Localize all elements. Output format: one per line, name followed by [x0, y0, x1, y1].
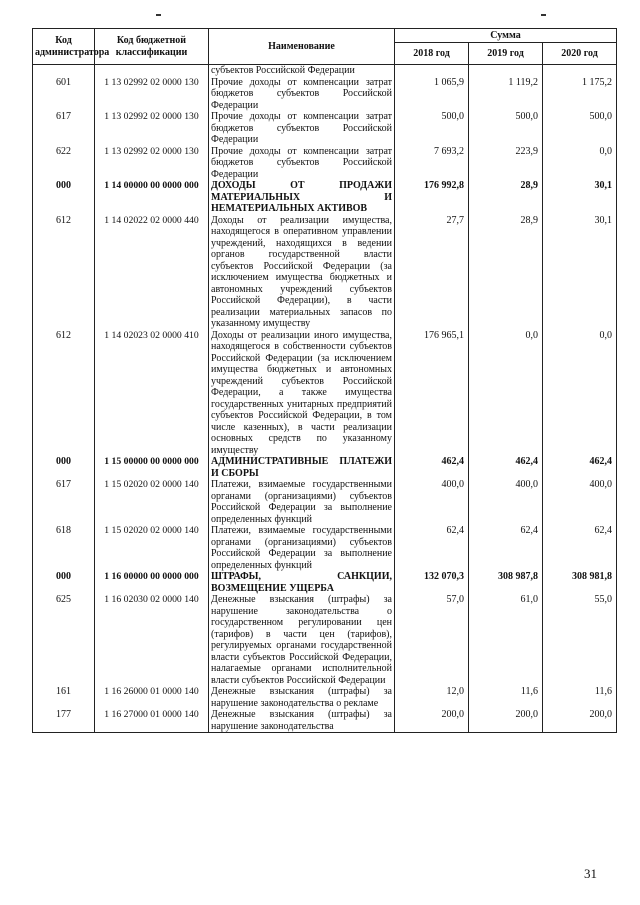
- kbk-cell: 1 16 00000 00 0000 000: [95, 571, 209, 594]
- amount-2019-cell: 400,0: [469, 479, 543, 525]
- amount-2020-cell: 1 175,2: [543, 77, 617, 112]
- name-cell: Прочие доходы от компенсации затрат бюджетов субъектов Российской Федерации: [209, 111, 395, 146]
- admin-code-cell: 625: [33, 594, 95, 686]
- amount-2020-cell: 400,0: [543, 479, 617, 525]
- header-kbk: Код бюджетной классификации: [95, 29, 209, 65]
- name-cell: АДМИНИСТРАТИВНЫЕ ПЛАТЕЖИ И СБОРЫ: [209, 456, 395, 479]
- kbk-cell: 1 13 02992 02 0000 130: [95, 77, 209, 112]
- amount-2018-cell: 400,0: [395, 479, 469, 525]
- amount-2018-cell: 57,0: [395, 594, 469, 686]
- name-cell: Денежные взыскания (штрафы) за нарушение законодательства о государственном регулировании цен (тарифов) в части цен (тарифов), регулируемых органами государственной власти субъектов Российской Федерации, налагаемые органами исполнительной власти субъектов Российской Федерации: [209, 594, 395, 686]
- kbk-cell: 1 15 02020 02 0000 140: [95, 525, 209, 571]
- amount-2019-cell: 308 987,8: [469, 571, 543, 594]
- header-name: Наименование: [209, 29, 395, 65]
- name-cell: Доходы от реализации имущества, находящегося в оперативном управлении учреждений, находящихся в ведении органов государственной власти субъектов Российской Федерации (за исключением имущества бюджетных и автономных учреждений субъектов Российской Федерации), в части реализации материальных запасов по указанному имуществу: [209, 215, 395, 330]
- admin-code-cell: 000: [33, 180, 95, 215]
- admin-code-cell: 000: [33, 456, 95, 479]
- amount-2020-cell: 0,0: [543, 146, 617, 181]
- amount-2019-cell: 11,6: [469, 686, 543, 709]
- amount-2019-cell: 223,9: [469, 146, 543, 181]
- header-sum: Сумма: [395, 29, 617, 43]
- header-admin-code: Код администратора: [33, 29, 95, 65]
- amount-2020-cell: 62,4: [543, 525, 617, 571]
- table-row: [33, 111, 617, 146]
- name-cell: Доходы от реализации иного имущества, находящегося в собственности субъектов Российской Федерации (за исключением имущества бюджетных и автономных учреждений субъектов Российской Федерации, а также имущества государственных унитарных предприятий субъектов Российской Федерации, в том числе казенных), в части реализации основных средств по указанному имуществу: [209, 330, 395, 457]
- table-row: [33, 215, 617, 330]
- table-row: [33, 571, 617, 594]
- amount-2020-cell: 200,0: [543, 709, 617, 733]
- kbk-cell: 1 13 02992 02 0000 130: [95, 146, 209, 181]
- table-row: [33, 77, 617, 112]
- amount-2018-cell: 7 693,2: [395, 146, 469, 181]
- kbk-cell: 1 13 02992 02 0000 130: [95, 111, 209, 146]
- kbk-cell: 1 16 27000 01 0000 140: [95, 709, 209, 733]
- amount-2020-cell: 30,1: [543, 180, 617, 215]
- table-row: [33, 525, 617, 571]
- amount-2019-cell: 0,0: [469, 330, 543, 457]
- amount-2019-cell: 500,0: [469, 111, 543, 146]
- name-cell: Денежные взыскания (штрафы) за нарушение законодательства о рекламе: [209, 686, 395, 709]
- amount-2018-cell: 1 065,9: [395, 77, 469, 112]
- amount-2019-cell: 28,9: [469, 215, 543, 330]
- admin-code-cell: 612: [33, 215, 95, 330]
- table-row: [33, 456, 617, 479]
- amount-2020-cell: 500,0: [543, 111, 617, 146]
- name-cell: ШТРАФЫ, САНКЦИИ, ВОЗМЕЩЕНИЕ УЩЕРБА: [209, 571, 395, 594]
- admin-code-cell: 000: [33, 571, 95, 594]
- page-number: 31: [584, 866, 597, 881]
- amount-2020-cell: 0,0: [543, 330, 617, 457]
- amount-2020-cell: 308 981,8: [543, 571, 617, 594]
- kbk-cell: 1 14 02022 02 0000 440: [95, 215, 209, 330]
- kbk-cell: 1 16 02030 02 0000 140: [95, 594, 209, 686]
- header-year-2018: 2018 год: [395, 43, 469, 65]
- top-mark-left: [156, 14, 161, 16]
- revenue-table: [32, 28, 617, 733]
- top-mark-right: [541, 14, 546, 16]
- name-cell: Платежи, взимаемые государственными органами (организациями) субъектов Российской Федерации за выполнение определенных функций: [209, 479, 395, 525]
- amount-2019-cell: 1 119,2: [469, 77, 543, 112]
- name-cell: Прочие доходы от компенсации затрат бюджетов субъектов Российской Федерации: [209, 146, 395, 181]
- kbk-cell: 1 14 02023 02 0000 410: [95, 330, 209, 457]
- amount-2019-cell: 61,0: [469, 594, 543, 686]
- admin-code-cell: 601: [33, 77, 95, 112]
- amount-2018-cell: 176 992,8: [395, 180, 469, 215]
- amount-2019-cell: 28,9: [469, 180, 543, 215]
- kbk-cell: 1 14 00000 00 0000 000: [95, 180, 209, 215]
- table-row: [33, 330, 617, 457]
- amount-2020-cell: 30,1: [543, 215, 617, 330]
- name-cell: Денежные взыскания (штрафы) за нарушение законодательства: [209, 709, 395, 733]
- carry-over-row: [33, 65, 617, 77]
- amount-2020-cell: 462,4: [543, 456, 617, 479]
- kbk-cell: 1 15 02020 02 0000 140: [95, 479, 209, 525]
- table-row: [33, 594, 617, 686]
- admin-code-cell: 617: [33, 479, 95, 525]
- table-row: [33, 479, 617, 525]
- amount-2018-cell: 462,4: [395, 456, 469, 479]
- table-row: [33, 709, 617, 733]
- amount-2019-cell: 62,4: [469, 525, 543, 571]
- table-row: [33, 686, 617, 709]
- carry-over-text: субъектов Российской Федерации: [209, 65, 395, 77]
- table-row: [33, 180, 617, 215]
- header-year-2019: 2019 год: [469, 43, 543, 65]
- amount-2018-cell: 12,0: [395, 686, 469, 709]
- amount-2020-cell: 55,0: [543, 594, 617, 686]
- amount-2018-cell: 176 965,1: [395, 330, 469, 457]
- kbk-cell: 1 15 00000 00 0000 000: [95, 456, 209, 479]
- admin-code-cell: 612: [33, 330, 95, 457]
- amount-2018-cell: 200,0: [395, 709, 469, 733]
- kbk-cell: 1 16 26000 01 0000 140: [95, 686, 209, 709]
- amount-2018-cell: 62,4: [395, 525, 469, 571]
- name-cell: Прочие доходы от компенсации затрат бюджетов субъектов Российской Федерации: [209, 77, 395, 112]
- amount-2018-cell: 27,7: [395, 215, 469, 330]
- table-row: [33, 146, 617, 181]
- amount-2018-cell: 500,0: [395, 111, 469, 146]
- amount-2019-cell: 462,4: [469, 456, 543, 479]
- amount-2020-cell: 11,6: [543, 686, 617, 709]
- admin-code-cell: 617: [33, 111, 95, 146]
- name-cell: ДОХОДЫ ОТ ПРОДАЖИ МАТЕРИАЛЬНЫХ И НЕМАТЕРИАЛЬНЫХ АКТИВОВ: [209, 180, 395, 215]
- amount-2018-cell: 132 070,3: [395, 571, 469, 594]
- header-year-2020: 2020 год: [543, 43, 617, 65]
- name-cell: Платежи, взимаемые государственными органами (организациями) субъектов Российской Федерации за выполнение определенных функций: [209, 525, 395, 571]
- admin-code-cell: 622: [33, 146, 95, 181]
- amount-2019-cell: 200,0: [469, 709, 543, 733]
- admin-code-cell: 161: [33, 686, 95, 709]
- admin-code-cell: 618: [33, 525, 95, 571]
- admin-code-cell: 177: [33, 709, 95, 733]
